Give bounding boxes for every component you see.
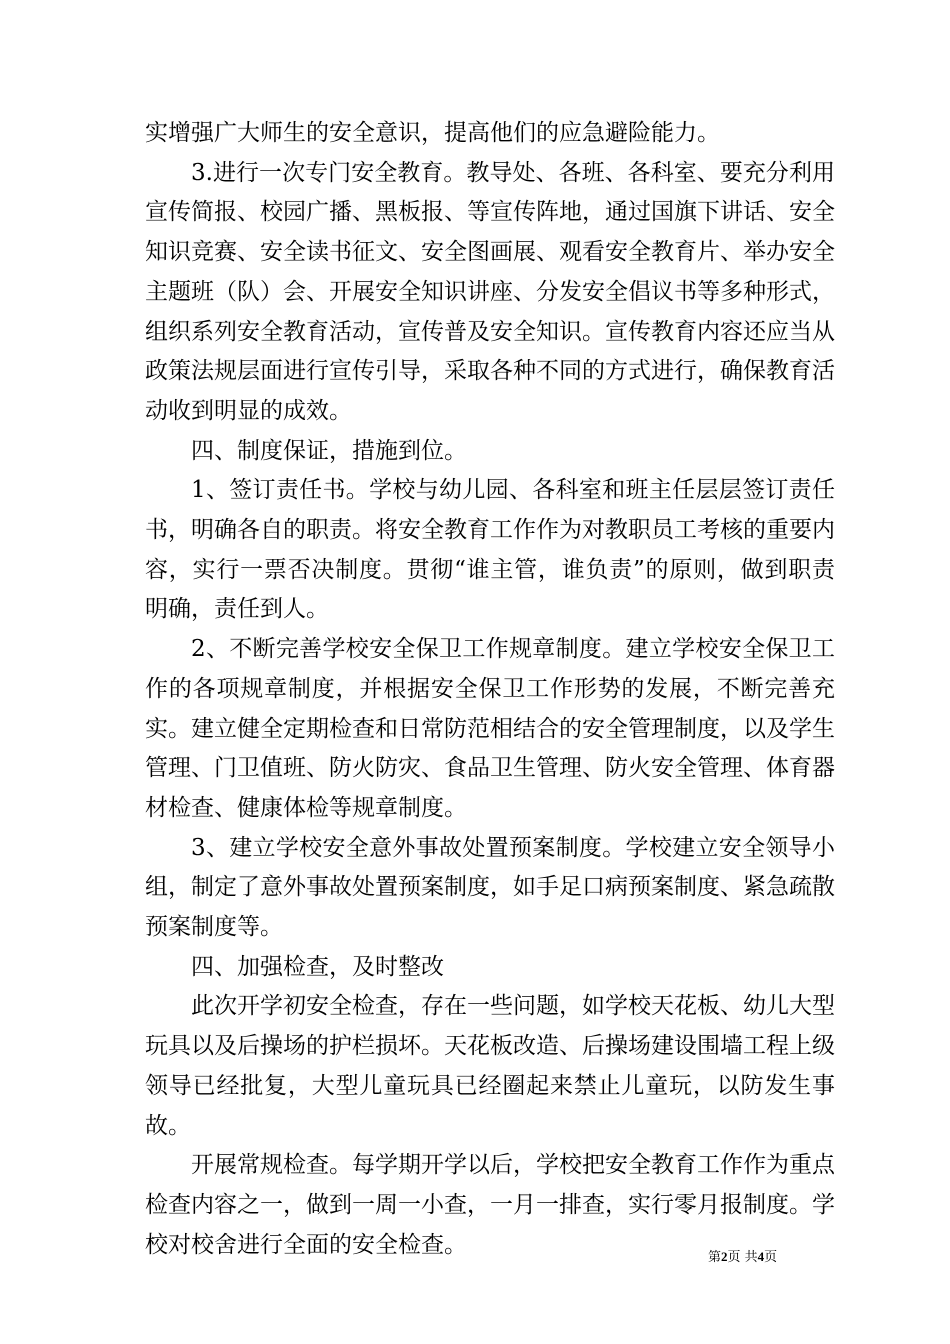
paragraph: 3.进行一次专门安全教育。教导处、各班、各科室、要充分利用宣传简报、校园广播、黑板报、等宣传阵地，通过国旗下讲话、安全知识竞赛、安全读书征文、安全图画展、观看安全教育片、举办安全主题班（队）会、开展安全知识讲座、分发安全倡议书等多种形式，组织系列安全教育活动，宣传普及安全知识。宣传教育内容还应当从政策法规层面进行宣传引导，采取各种不同的方式进行，确保教育活动收到明显的成效。 [145,159,835,424]
footer-suffix: 页 [764,1250,778,1265]
section-heading: 四、制度保证，措施到位。 [191,437,467,464]
section-heading: 四、加强检查，及时整改 [191,953,444,980]
footer-prefix: 第 [708,1250,722,1265]
document-body [145,114,835,1265]
paragraph: 此次开学初安全检查，存在一些问题，如学校天花板、幼儿大型玩具以及后操场的护栏损坏。天花板改造、后操场建设围墙工程上级领导已经批复，大型儿童玩具已经圈起来禁止儿童玩，以防发生事故。 [145,993,835,1139]
total-pages-number: 4 [757,1249,765,1264]
page-number-footer [708,1246,777,1265]
paragraph: 2、不断完善学校安全保卫工作规章制度。建立学校安全保卫工作的各项规章制度，并根据安全保卫工作形势的发展，不断完善充实。建立健全定期检查和日常防范相结合的安全管理制度，以及学生管理、门卫值班、防火防灾、食品卫生管理、防火安全管理、体育器材检查、健康体检等规章制度。 [145,636,835,821]
paragraph: 开展常规检查。每学期开学以后，学校把安全教育工作作为重点检查内容之一，做到一周一小查，一月一排查，实行零月报制度。学校对校舍进行全面的安全检查。 [145,1152,835,1258]
paragraph: 实增强广大师生的安全意识，提高他们的应急避险能力。 [145,120,720,146]
paragraph: 3、建立学校安全意外事故处置预案制度。学校建立安全领导小组，制定了意外事故处置预案制度，如手足口病预案制度、紧急疏散预案制度等。 [145,834,835,941]
footer-middle: 页 共 [727,1250,758,1265]
paragraph: 1、签订责任书。学校与幼儿园、各科室和班主任层层签订责任书，明确各自的职责。将安全教育工作作为对教职员工考核的重要内容，实行一票否决制度。贯彻“谁主管，谁负责”的原则，做到职责明确，责任到人。 [145,477,835,623]
current-page-number: 2 [721,1249,728,1264]
